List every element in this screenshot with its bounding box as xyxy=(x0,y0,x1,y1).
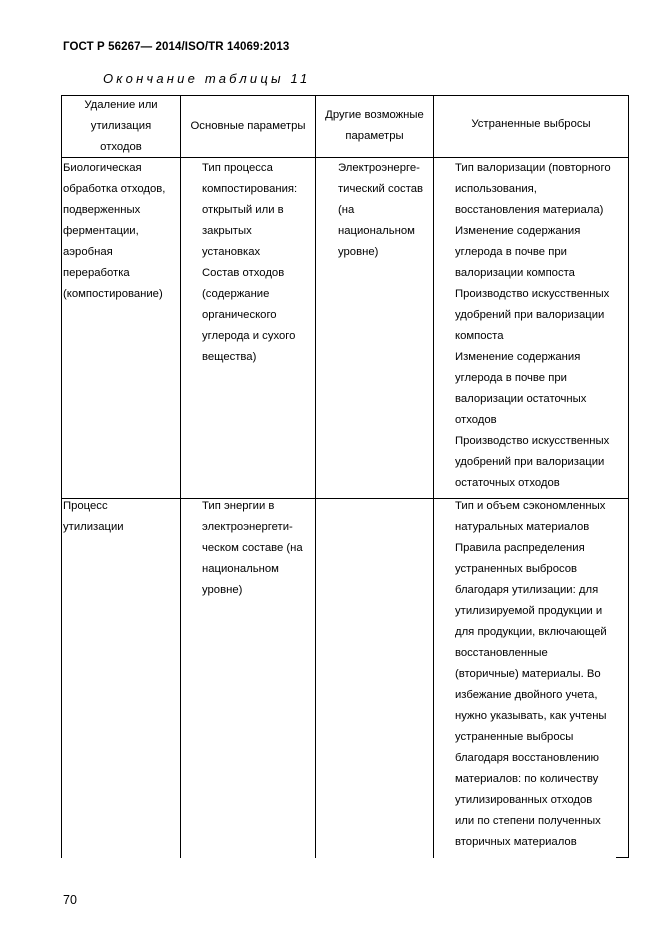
table-caption: Окончание таблицы 11 xyxy=(103,71,311,86)
row1-other-parameters-cell: Электроэнерге- тический состав (на национальном уровне) xyxy=(338,162,424,258)
table-column-divider xyxy=(433,95,434,858)
row2-disposal-cell: Процесс утилизации xyxy=(63,500,124,533)
column-header-main-parameters: Основные параметры xyxy=(190,120,306,132)
row2-avoided-emissions-cell: Тип и объем сэкономленных натуральных материалов Правила распределения устраненных выбросов благодаря утилизации: для утилизируемой продукции и для продукции, включающей восстановленные (вторичные) материалы. Во избежание двойного учета, нужно указывать, как учтены устраненные выбросы благодаря восстановлению материалов: по количеству утилизированных отходов или по степени полученных вторичных материалов xyxy=(455,500,607,848)
table-left-border xyxy=(61,95,62,858)
table-column-divider xyxy=(315,95,316,858)
column-header-disposal: Удаление или утилизация отходов xyxy=(84,99,158,153)
table-column-divider xyxy=(180,95,181,858)
data-table xyxy=(61,95,629,858)
row1-avoided-emissions-cell: Тип валоризации (повторного использования, восстановления материала) Изменение содержания углерода в почве при валоризации компоста Производство искусственных удобрений при валоризации компоста Изменение содержания углерода в почве при валоризации остаточных отходов Производство искусственных удобрений при валоризации остаточных отходов xyxy=(455,162,611,489)
row1-disposal-cell: Биологическая обработка отходов, подверженных ферментации, аэробная переработка (компостирование) xyxy=(63,162,166,300)
document-header: ГОСТ Р 56267— 2014/ISO/TR 14069:2013 xyxy=(63,41,290,53)
page-number: 70 xyxy=(63,893,77,907)
row1-main-parameters-cell: Тип процесса компостирования: открытый или в закрытых установках Состав отходов (содержание органического углерода и сухого вещества) xyxy=(202,162,298,363)
table-right-border xyxy=(628,95,629,858)
column-header-avoided-emissions: Устраненные выбросы xyxy=(471,118,591,130)
row2-main-parameters-cell: Тип энергии в электроэнергети- ческом составе (на национальном уровне) xyxy=(202,500,303,596)
column-header-other-parameters: Другие возможные параметры xyxy=(325,109,424,142)
